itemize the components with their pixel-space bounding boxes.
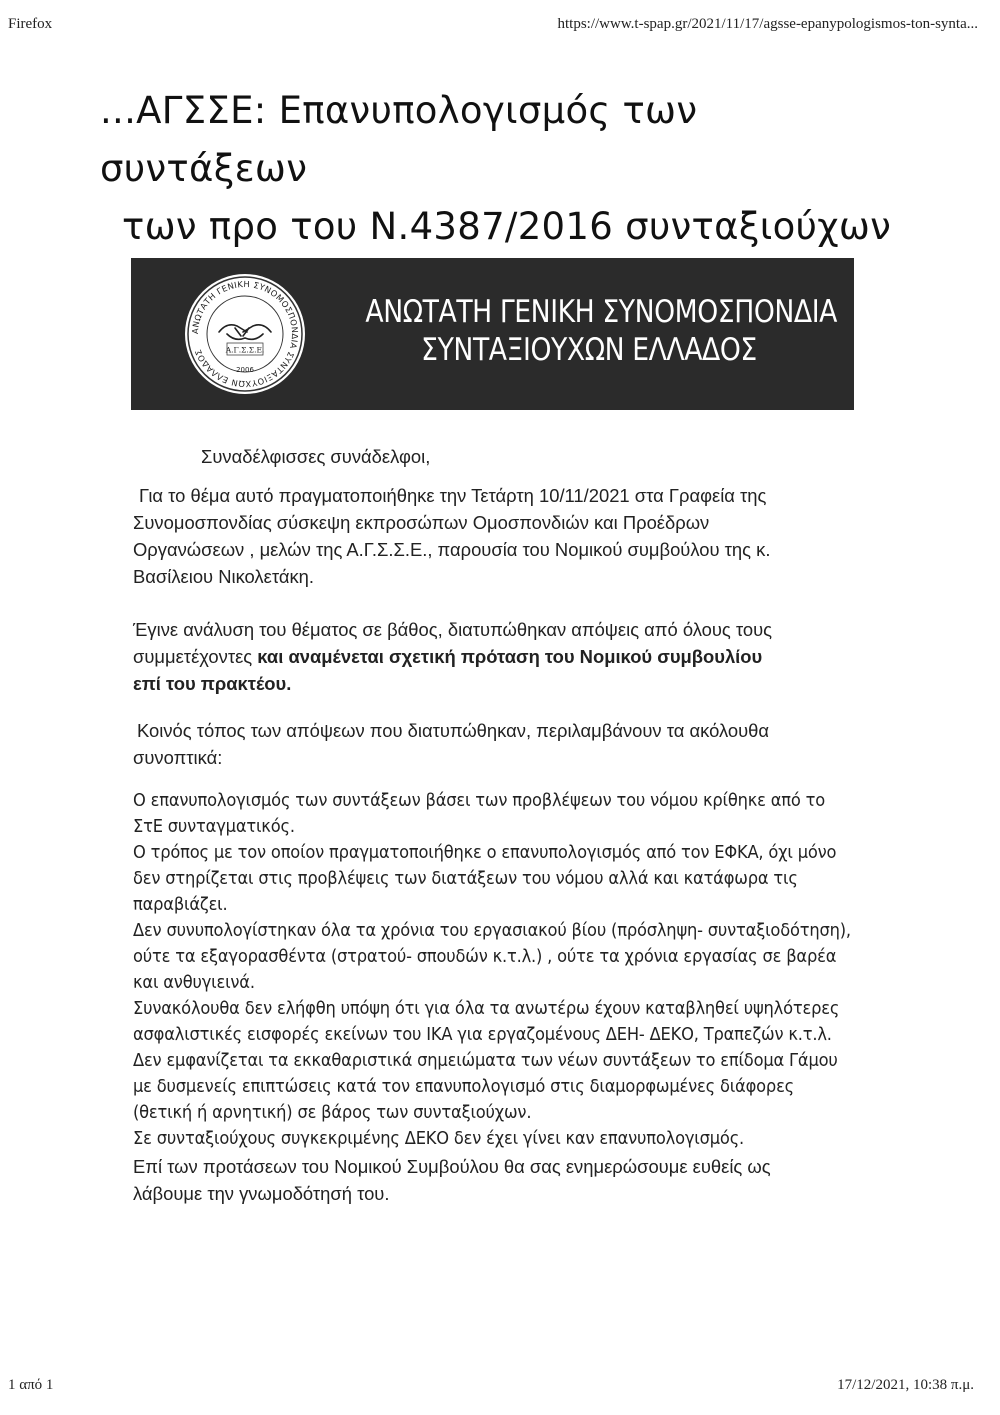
paragraph-analysis bbox=[133, 616, 772, 697]
paragraph-line: Έγινε ανάλυση του θέματος σε βάθος, διατυπώθηκαν απόψεις από όλους τους bbox=[133, 619, 773, 640]
paragraph-line: Για το θέμα αυτό πραγματοποιήθηκε την Τετάρτη 10/11/2021 στα Γραφεία της bbox=[139, 485, 767, 506]
list-line: Συνακόλουθα δεν ελήφθη υπόψη ότι για όλα τα ανωτέρω έχουν καταβληθεί υψηλότερες bbox=[133, 999, 840, 1019]
closing-paragraph bbox=[133, 1153, 771, 1207]
list-line: Σε συνταξιούχους συγκεκριμένης ΔΕΚΟ δεν έχει γίνει καν επανυπολογισμός. bbox=[133, 1129, 745, 1149]
list-line: Ο τρόπος με τον οποίον πραγματοποιήθηκε ο επανυπολογισμός από τον ΕΦΚΑ, όχι μόνο bbox=[133, 843, 837, 863]
paragraph-summary-intro bbox=[133, 717, 769, 771]
list-line: Ο επανυπολογισμός των συντάξεων βάσει των προβλέψεων του νόμου κρίθηκε από το bbox=[133, 791, 826, 811]
logo-year: 2006 bbox=[236, 366, 254, 374]
page-url[interactable]: https://www.t-spap.gr/2021/11/17/agsse-epanypologismos-ton-synta... bbox=[557, 16, 978, 32]
greeting: Συναδέλφισσες συνάδελφοι, bbox=[201, 446, 431, 467]
paragraph-line: συνοπτικά: bbox=[133, 747, 223, 768]
paragraph-line: Βασίλειου Νικολετάκη. bbox=[133, 566, 314, 587]
page-indicator: 1 από 1 bbox=[8, 1377, 54, 1393]
print-datetime: 17/12/2021, 10:38 π.μ. bbox=[837, 1377, 974, 1393]
list-line: δεν στηρίζεται στις προβλέψεις των διατάξεων του νόμου αλλά και κατάφωρα τις bbox=[133, 869, 798, 889]
article-title bbox=[100, 82, 900, 256]
text-bold: και αναμένεται σχετική πρόταση του Νομικού συμβουλίου bbox=[257, 646, 763, 667]
text-normal: συμμετέχοντες bbox=[133, 646, 258, 667]
list-line: και ανθυγιεινά. bbox=[133, 973, 255, 993]
paragraph-line: Επί των προτάσεων του Νομικού Συμβούλου θα σας ενημερώσουμε ευθείς ως bbox=[133, 1156, 771, 1177]
banner-line-1: ΑΝΩΤΑΤΗ ΓΕΝΙΚΗ ΣΥΝΟΜΟΣΠΟΝΔΙΑ bbox=[365, 294, 837, 330]
paragraph-line: Οργανώσεων , μελών της Α.Γ.Σ.Σ.Ε., παρουσία του Νομικού συμβούλου της κ. bbox=[133, 539, 771, 560]
browser-name: Firefox bbox=[8, 16, 53, 32]
summary-list bbox=[133, 788, 851, 1152]
logo-abbr: Α.Γ.Σ.Σ.Ε. bbox=[225, 345, 265, 355]
title-line-1: ...ΑΓΣΣΕ: Επανυπολογισμός των συντάξεων bbox=[100, 89, 698, 190]
paragraph-line bbox=[133, 643, 772, 670]
logo-ring-text: ΑΝΩΤΑΤΗ ΓΕΝΙΚΗ ΣΥΝΟΜΟΣΠΟΝΔΙΑ ΣΥΝΤΑΞΙΟΥΧΩΝ ΕΛΛΑΔΟΣ bbox=[189, 278, 301, 390]
banner-heading bbox=[365, 293, 837, 369]
paragraph-line: Κοινός τόπος των απόψεων που διατυπώθηκαν, περιλαμβάνουν τα ακόλουθα bbox=[137, 720, 770, 741]
banner-line-2: ΣΥΝΤΑΞΙΟΥΧΩΝ ΕΛΛΑΔΟΣ bbox=[421, 332, 757, 368]
paragraph-line: λάβουμε την γνωμοδότησή του. bbox=[133, 1183, 390, 1204]
paragraph-line: Συνομοσπονδίας σύσκεψη εκπροσώπων Ομοσπονδιών και Προέδρων bbox=[133, 512, 710, 533]
list-line: ούτε τα εξαγορασθέντα (στρατού- σπουδών κ.τ.λ.) , ούτε τα χρόνια εργασίας σε βαρέα bbox=[133, 947, 837, 967]
title-line-2: των προ του Ν.4387/2016 συνταξιούχων bbox=[122, 205, 892, 248]
paragraph-meeting bbox=[133, 482, 770, 590]
list-line: Δεν εμφανίζεται τα εκκαθαριστικά σημειώματα των νέων συντάξεων το επίδομα Γάμου bbox=[133, 1051, 838, 1071]
list-line: (θετική ή αρνητική) σε βάρος των συνταξιούχων. bbox=[133, 1103, 532, 1123]
federation-logo-icon bbox=[183, 272, 307, 396]
list-line: ΣτΕ συνταγματικός. bbox=[133, 817, 295, 837]
list-line: ασφαλιστικές εισφορές εκείνων του ΙΚΑ για εργαζομένους ΔΕΗ- ΔΕΚΟ, Τραπεζών κ.τ.λ. bbox=[133, 1025, 832, 1045]
list-line: Δεν συνυπολογίστηκαν όλα τα χρόνια του εργασιακού βίου (πρόσληψη- συνταξιοδότηση), bbox=[133, 921, 851, 941]
federation-banner bbox=[131, 258, 854, 410]
list-line: παραβιάζει. bbox=[133, 895, 228, 915]
list-line: με δυσμενείς επιπτώσεις κατά τον επανυπολογισμό στις διαμορφωμένες διάφορες bbox=[133, 1077, 795, 1097]
paragraph-line-bold: επί του πρακτέου. bbox=[133, 673, 292, 694]
